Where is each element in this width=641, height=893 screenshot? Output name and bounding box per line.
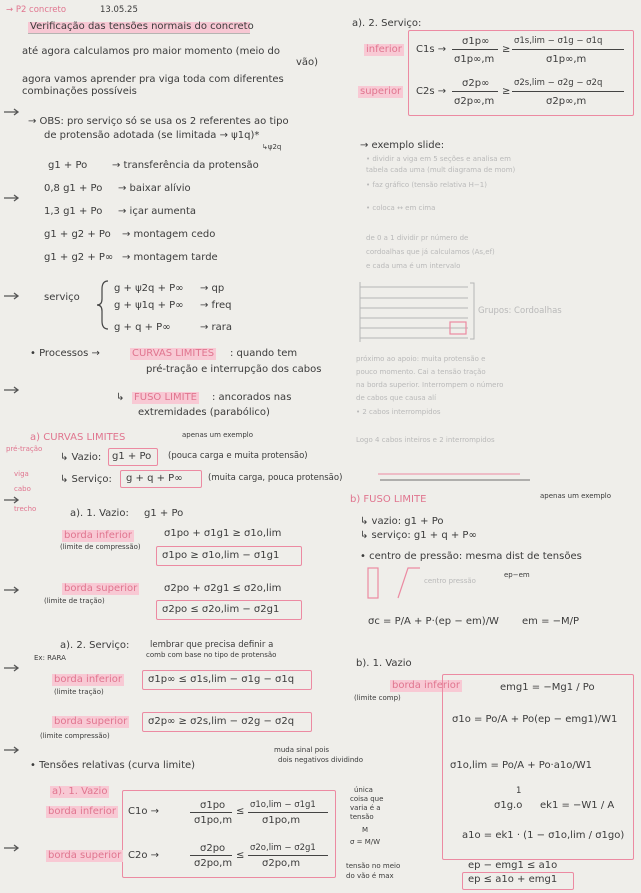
b1-s1: σ1o = Po/A + Po(ep − emg1)/W1	[452, 714, 618, 725]
fuso-arrow: ↳	[116, 392, 125, 403]
bi-eq2: σ1po ≥ σ1o,lim − σ1g1	[162, 550, 280, 561]
bs-sub: (limite de tração)	[44, 597, 105, 605]
section-a-title: a) CURVAS LIMITES	[30, 432, 126, 443]
example-line: de 0 a 1 dividir pr número de	[366, 234, 469, 242]
b1-sg: σ1g.o	[494, 800, 523, 811]
servico-desc: → qp	[200, 283, 225, 294]
servico-label-a: ↳ Serviço:	[60, 474, 112, 485]
leq-sign: ≤	[236, 850, 245, 861]
faint-note: na borda superior. Interrompem o número	[356, 381, 504, 389]
bs-label: borda superior	[64, 583, 138, 594]
r-sup-c: C2s →	[416, 86, 447, 97]
r-a2-title: a). 2. Serviço:	[352, 18, 422, 29]
header-date: 13.05.25	[100, 5, 138, 15]
tensoes-note-1: muda sinal pois	[274, 746, 330, 754]
faint-note: próximo ao apoio: muita protensão e	[356, 355, 486, 363]
b1-ek: ek1 = −W1 / A	[540, 800, 615, 811]
b1-box	[442, 674, 634, 860]
a1b-bi-rnum: σ1o,lim − σ1g1	[250, 800, 316, 810]
example-line: • dividir a viga em 5 seções e analisa em	[366, 155, 511, 163]
b-fig-label: centro pressão	[424, 577, 476, 585]
b1-f1: ep − emg1 ≤ a1o	[468, 860, 558, 871]
servico-expr: g + ψ1q + P∞	[114, 300, 184, 311]
r-sup-rden: σ2p∞,m	[546, 96, 587, 107]
faint-note: Logo 4 cabos inteiros e 2 interrompidos	[356, 436, 495, 444]
r-inf-num: σ1p∞	[462, 36, 490, 47]
right-note: varia é a	[350, 804, 381, 812]
b-servico: ↳ serviço: g1 + q + P∞	[360, 530, 477, 541]
a2-note-1: lembrar que precisa definir a	[150, 640, 274, 650]
intro-line-1b: vão)	[296, 57, 319, 68]
a1b-bi-den: σ1po,m	[194, 815, 233, 826]
r-inf-label: inferior	[366, 44, 402, 55]
combo-expr: g1 + g2 + Po	[44, 229, 111, 240]
servico-note-a: (muita carga, pouca protensão)	[208, 473, 343, 483]
b-fig-note: ep−em	[504, 571, 530, 579]
b1-title: b). 1. Vazio	[356, 658, 412, 669]
servico-label: serviço	[44, 292, 80, 303]
b-title: b) FUSO LIMITE	[350, 494, 427, 505]
a1b-bs-rden: σ2po,m	[262, 858, 301, 869]
bi-label: borda inferior	[64, 530, 132, 541]
example-line: • faz gráfico (tensão relativa H−1)	[366, 181, 487, 189]
side-note: viga	[14, 470, 29, 478]
b-eq-right: em = −M/P	[522, 616, 580, 627]
curvas-limites-highlight: CURVAS LIMITES	[132, 348, 215, 359]
combo-expr: g1 + g2 + P∞	[44, 252, 114, 263]
b-note: apenas um exemplo	[540, 492, 612, 500]
b1-bi-label: borda inferior	[392, 680, 460, 691]
section-a-note: apenas um exemplo	[182, 431, 254, 439]
fuso-line-2: extremidades (parabólico)	[138, 407, 270, 418]
bs-eq2: σ2po ≤ σ2o,lim − σ2g1	[162, 604, 280, 615]
vazio-label: ↳ Vazio:	[60, 452, 102, 463]
obs-line-3: ↳ψ2q	[262, 143, 282, 151]
b1-num: 1	[516, 786, 522, 796]
fraction-bar	[190, 855, 232, 856]
combo-desc: → montagem tarde	[122, 252, 218, 263]
a1b-bs-label: borda superior	[48, 850, 122, 861]
vazio-note: (pouca carga e muita protensão)	[168, 451, 308, 461]
intro-line-2b: combinações possíveis	[22, 86, 137, 97]
b-centro: • centro de pressão: mesma dist de tensões	[360, 551, 582, 562]
combo-desc: → transferência da protensão	[112, 160, 259, 171]
a2-bs-label: borda superior	[54, 716, 128, 727]
r-sup-num: σ2p∞	[462, 78, 490, 89]
fraction-bar	[190, 812, 232, 813]
fuso-limite-highlight: FUSO LIMITE	[134, 392, 197, 403]
side-note: trecho	[14, 505, 37, 513]
combo-expr: 1,3 g1 + Po	[44, 206, 103, 217]
example-line: e cada uma é um intervalo	[366, 262, 461, 270]
right-note: do vão é max	[346, 872, 394, 880]
combo-expr: 0,8 g1 + Po	[44, 183, 103, 194]
intro-line-2a: agora vamos aprender pra viga toda com diferentes	[22, 74, 284, 85]
side-note: cabo	[14, 485, 31, 493]
b1-s2: σ1o,lim = Po/A + Po·a1o/W1	[450, 760, 592, 771]
page-title: Verificação das tensões normais do concreto	[30, 21, 254, 32]
processos-line-2: pré-tração e interrupção dos cabos	[146, 364, 322, 375]
b1-a: a1o = ek1 · (1 − σ1o,lim / σ1go)	[462, 830, 625, 841]
processos-prefix: • Processos →	[30, 348, 100, 359]
obs-line-1: → OBS: pro serviço só se usa os 2 referentes ao tipo	[28, 116, 289, 127]
b1-emg: emg1 = −Mg1 / Po	[500, 682, 595, 693]
right-note: M	[362, 826, 369, 834]
intro-line-1a: até agora calculamos pro maior momento (meio do	[22, 46, 281, 57]
faint-note: pouco momento. Cai a tensão tração	[356, 368, 486, 376]
a2-bi-label: borda inferior	[54, 674, 122, 685]
r-inf-den: σ1p∞,m	[454, 54, 495, 65]
a1b-bs-c: C2o →	[128, 850, 160, 861]
header-tag: → P2 concreto	[6, 5, 67, 15]
tensoes-note-2: dois negativos dividindo	[278, 756, 364, 764]
fraction-bar	[248, 855, 328, 856]
a2-title: a). 2. Serviço:	[60, 640, 130, 651]
obs-line-2: de protensão adotada (se limitada → ψ1q)*	[44, 130, 260, 141]
a2-bi-sub: (limite tração)	[54, 688, 104, 696]
r-inf-rden: σ1p∞,m	[546, 54, 587, 65]
a2-bs-sub: (limite compressão)	[40, 732, 110, 740]
leq-sign: ≤	[236, 806, 245, 817]
b-vazio: ↳ vazio: g1 + Po	[360, 516, 444, 527]
a1b-bi-c: C1o →	[128, 806, 160, 817]
a1-expr: g1 + Po	[144, 508, 184, 519]
processos-suffix: : quando tem	[230, 348, 298, 359]
combo-desc: → montagem cedo	[122, 229, 216, 240]
example-line: tabela cada uma (mult diagrama de mom)	[366, 166, 516, 174]
a2-note-2: comb com base no tipo de protensão	[146, 651, 277, 659]
bi-sub: (limite de compressão)	[60, 543, 141, 551]
fuso-suffix: : ancorados nas	[212, 392, 292, 403]
tensoes-relativas: • Tensões relativas (curva limite)	[30, 760, 196, 771]
fraction-bar	[248, 812, 328, 813]
grupos-label: Grupos: Cordoalhas	[478, 306, 562, 316]
faint-note: de cabos que causa alí	[356, 394, 437, 402]
r-inf-rnum: σ1s,lim − σ1g − σ1q	[514, 36, 603, 46]
geq-sign: ≥	[502, 44, 511, 55]
servico-expr: g + q + P∞	[114, 322, 171, 333]
b-eq-left: σc = P/A + P·(ep − em)/W	[368, 616, 499, 627]
servico-expr-a: g + q + P∞	[126, 473, 183, 484]
geq-sign: ≥	[502, 86, 511, 97]
combo-expr: g1 + Po	[48, 160, 88, 171]
a2-bs-eq: σ2p∞ ≥ σ2s,lim − σ2g − σ2q	[148, 716, 295, 727]
faint-note: • 2 cabos interrompidos	[356, 408, 441, 416]
example-line: • coloca ↔ em cima	[366, 204, 436, 212]
a1b-bi-rden: σ1po,m	[262, 815, 301, 826]
servico-desc: → freq	[200, 300, 232, 311]
r-inf-c: C1s →	[416, 44, 447, 55]
a1b-title: a). 1. Vazio	[52, 786, 108, 797]
right-note: única	[354, 786, 373, 794]
a1b-bi-num: σ1po	[200, 800, 226, 811]
right-note: tensão	[350, 813, 374, 821]
r-sup-rnum: σ2s,lim − σ2g − σ2q	[514, 78, 603, 88]
servico-expr: g + ψ2q + P∞	[114, 283, 184, 294]
right-note: σ = M/W	[350, 838, 381, 846]
side-note: pré-tração	[6, 445, 43, 453]
right-note: coisa que	[350, 795, 384, 803]
a1b-bs-den: σ2po,m	[194, 858, 233, 869]
a1-title: a). 1. Vazio:	[70, 508, 129, 519]
a2-bi-eq: σ1p∞ ≤ σ1s,lim − σ1g − σ1q	[148, 674, 295, 685]
a1b-bi-label: borda inferior	[48, 806, 116, 817]
b1-f2: ep ≤ a1o + emg1	[468, 874, 558, 885]
a1b-bs-rnum: σ2o,lim − σ2g1	[250, 843, 316, 853]
example-title: → exemplo slide:	[360, 140, 445, 151]
a1b-bs-num: σ2po	[200, 843, 226, 854]
bs-eq1: σ2po + σ2g1 ≤ σ2o,lim	[164, 583, 282, 594]
combo-desc: → baixar alívio	[118, 183, 191, 194]
r-sup-label: superior	[360, 86, 402, 97]
bi-eq1: σ1po + σ1g1 ≥ σ1o,lim	[164, 528, 282, 539]
servico-desc: → rara	[200, 322, 233, 333]
combo-desc: → içar aumenta	[118, 206, 196, 217]
r-sup-den: σ2p∞,m	[454, 96, 495, 107]
vazio-expr: g1 + Po	[112, 451, 152, 462]
r-servico-box	[408, 30, 634, 116]
example-line: cordoalhas que já calculamos (As,ef)	[366, 248, 495, 256]
b1-sub: (limite comp)	[354, 694, 401, 702]
right-note: tensão no meio	[346, 862, 401, 870]
a2-rara: Ex: RARA	[34, 654, 66, 662]
